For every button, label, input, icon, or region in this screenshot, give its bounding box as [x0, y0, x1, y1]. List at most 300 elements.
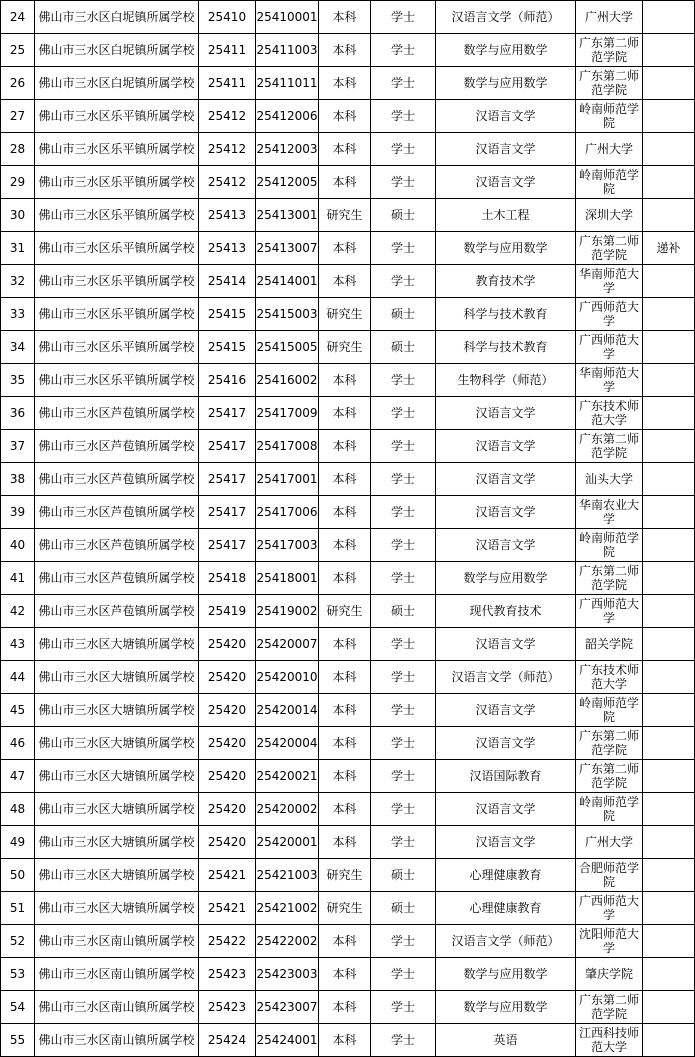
- major-cell: 汉语言文学: [436, 430, 576, 463]
- row-number-cell: 25: [1, 34, 35, 67]
- major-cell: 汉语言文学: [436, 496, 576, 529]
- note-cell: [643, 364, 695, 397]
- position-code-cell: 25416: [199, 364, 256, 397]
- position-code-cell: 25417: [199, 496, 256, 529]
- note-cell: [643, 34, 695, 67]
- row-number-cell: 26: [1, 67, 35, 100]
- row-number-cell: 43: [1, 628, 35, 661]
- major-cell: 汉语言文学: [436, 463, 576, 496]
- table-row: [1, 958, 695, 991]
- position-code-cell: 25413: [199, 232, 256, 265]
- university-cell: 广西师范大学: [576, 298, 643, 331]
- degree-cell: 学士: [371, 430, 436, 463]
- degree-cell: 学士: [371, 34, 436, 67]
- university-cell: 广东技术师范大学: [576, 397, 643, 430]
- table-row: [1, 694, 695, 727]
- candidate-code-cell: 25417008: [256, 430, 319, 463]
- candidate-code-cell: 25410001: [256, 1, 319, 34]
- position-code-cell: 25418: [199, 562, 256, 595]
- university-cell: 汕头大学: [576, 463, 643, 496]
- degree-cell: 学士: [371, 1, 436, 34]
- table-row: [1, 826, 695, 859]
- major-cell: 生物科学（师范）: [436, 364, 576, 397]
- position-code-cell: 25421: [199, 859, 256, 892]
- university-cell: 广东第二师范学院: [576, 232, 643, 265]
- university-cell: 岭南师范学院: [576, 166, 643, 199]
- note-cell: [643, 562, 695, 595]
- school-cell: 佛山市三水区白坭镇所属学校: [35, 34, 199, 67]
- row-number-cell: 49: [1, 826, 35, 859]
- school-cell: 佛山市三水区大塘镇所属学校: [35, 760, 199, 793]
- candidate-code-cell: 25421002: [256, 892, 319, 925]
- row-number-cell: 54: [1, 991, 35, 1024]
- school-cell: 佛山市三水区芦苞镇所属学校: [35, 562, 199, 595]
- row-number-cell: 33: [1, 298, 35, 331]
- major-cell: 英语: [436, 1024, 576, 1057]
- table-row: [1, 661, 695, 694]
- education-cell: 本科: [319, 760, 371, 793]
- university-cell: 岭南师范学院: [576, 793, 643, 826]
- university-cell: 肇庆学院: [576, 958, 643, 991]
- note-cell: [643, 199, 695, 232]
- row-number-cell: 53: [1, 958, 35, 991]
- note-cell: [643, 397, 695, 430]
- degree-cell: 学士: [371, 463, 436, 496]
- education-cell: 本科: [319, 232, 371, 265]
- position-code-cell: 25420: [199, 727, 256, 760]
- major-cell: 数学与应用数学: [436, 67, 576, 100]
- degree-cell: 硕士: [371, 595, 436, 628]
- university-cell: 广西师范大学: [576, 595, 643, 628]
- major-cell: 数学与应用数学: [436, 991, 576, 1024]
- school-cell: 佛山市三水区白坭镇所属学校: [35, 67, 199, 100]
- position-code-cell: 25420: [199, 628, 256, 661]
- school-cell: 佛山市三水区南山镇所属学校: [35, 958, 199, 991]
- position-code-cell: 25417: [199, 529, 256, 562]
- major-cell: 汉语言文学: [436, 397, 576, 430]
- education-cell: 本科: [319, 364, 371, 397]
- note-cell: [643, 595, 695, 628]
- candidate-code-cell: 25411003: [256, 34, 319, 67]
- university-cell: 深圳大学: [576, 199, 643, 232]
- candidate-code-cell: 25414001: [256, 265, 319, 298]
- education-cell: 本科: [319, 166, 371, 199]
- school-cell: 佛山市三水区乐平镇所属学校: [35, 331, 199, 364]
- candidate-code-cell: 25416002: [256, 364, 319, 397]
- education-cell: 研究生: [319, 331, 371, 364]
- row-number-cell: 44: [1, 661, 35, 694]
- row-number-cell: 55: [1, 1024, 35, 1057]
- position-code-cell: 25417: [199, 463, 256, 496]
- major-cell: 汉语言文学: [436, 727, 576, 760]
- row-number-cell: 27: [1, 100, 35, 133]
- table-row: [1, 1, 695, 34]
- school-cell: 佛山市三水区大塘镇所属学校: [35, 694, 199, 727]
- university-cell: 华南师范大学: [576, 364, 643, 397]
- degree-cell: 学士: [371, 628, 436, 661]
- education-cell: 研究生: [319, 595, 371, 628]
- candidate-code-cell: 25420002: [256, 793, 319, 826]
- university-cell: 华南农业大学: [576, 496, 643, 529]
- degree-cell: 学士: [371, 100, 436, 133]
- table-row: [1, 925, 695, 958]
- row-number-cell: 31: [1, 232, 35, 265]
- school-cell: 佛山市三水区芦苞镇所属学校: [35, 529, 199, 562]
- university-cell: 广州大学: [576, 826, 643, 859]
- position-code-cell: 25422: [199, 925, 256, 958]
- education-cell: 本科: [319, 397, 371, 430]
- university-cell: 广东第二师范学院: [576, 430, 643, 463]
- education-cell: 本科: [319, 133, 371, 166]
- row-number-cell: 29: [1, 166, 35, 199]
- position-code-cell: 25420: [199, 661, 256, 694]
- education-cell: 本科: [319, 34, 371, 67]
- major-cell: 汉语言文学: [436, 793, 576, 826]
- candidate-code-cell: 25424001: [256, 1024, 319, 1057]
- university-cell: 广东第二师范学院: [576, 562, 643, 595]
- education-cell: 本科: [319, 793, 371, 826]
- table-row: [1, 628, 695, 661]
- university-cell: 广西师范大学: [576, 892, 643, 925]
- note-cell: [643, 859, 695, 892]
- table-row: [1, 133, 695, 166]
- candidate-code-cell: 25415005: [256, 331, 319, 364]
- school-cell: 佛山市三水区南山镇所属学校: [35, 925, 199, 958]
- degree-cell: 硕士: [371, 331, 436, 364]
- table-row: [1, 100, 695, 133]
- note-cell: [643, 694, 695, 727]
- university-cell: 江西科技师范大学: [576, 1024, 643, 1057]
- education-cell: 本科: [319, 628, 371, 661]
- major-cell: 数学与应用数学: [436, 958, 576, 991]
- major-cell: 心理健康教育: [436, 892, 576, 925]
- candidate-code-cell: 25418001: [256, 562, 319, 595]
- row-number-cell: 52: [1, 925, 35, 958]
- school-cell: 佛山市三水区乐平镇所属学校: [35, 298, 199, 331]
- table-row: [1, 463, 695, 496]
- note-cell: [643, 793, 695, 826]
- degree-cell: 硕士: [371, 298, 436, 331]
- education-cell: 本科: [319, 100, 371, 133]
- school-cell: 佛山市三水区芦苞镇所属学校: [35, 496, 199, 529]
- degree-cell: 学士: [371, 496, 436, 529]
- candidate-code-cell: 25415003: [256, 298, 319, 331]
- major-cell: 数学与应用数学: [436, 34, 576, 67]
- major-cell: 汉语言文学: [436, 133, 576, 166]
- candidate-code-cell: 25412003: [256, 133, 319, 166]
- row-number-cell: 50: [1, 859, 35, 892]
- degree-cell: 学士: [371, 232, 436, 265]
- university-cell: 合肥师范学院: [576, 859, 643, 892]
- note-cell: [643, 133, 695, 166]
- major-cell: 现代教育技术: [436, 595, 576, 628]
- candidate-code-cell: 25417006: [256, 496, 319, 529]
- university-cell: 广州大学: [576, 133, 643, 166]
- position-code-cell: 25417: [199, 430, 256, 463]
- note-cell: [643, 628, 695, 661]
- major-cell: 数学与应用数学: [436, 562, 576, 595]
- education-cell: 研究生: [319, 199, 371, 232]
- row-number-cell: 47: [1, 760, 35, 793]
- education-cell: 研究生: [319, 859, 371, 892]
- note-cell: [643, 298, 695, 331]
- school-cell: 佛山市三水区芦苞镇所属学校: [35, 430, 199, 463]
- school-cell: 佛山市三水区白坭镇所属学校: [35, 1, 199, 34]
- degree-cell: 学士: [371, 793, 436, 826]
- note-cell: [643, 529, 695, 562]
- education-cell: 本科: [319, 991, 371, 1024]
- note-cell: [643, 991, 695, 1024]
- school-cell: 佛山市三水区南山镇所属学校: [35, 1024, 199, 1057]
- school-cell: 佛山市三水区芦苞镇所属学校: [35, 397, 199, 430]
- position-code-cell: 25417: [199, 397, 256, 430]
- university-cell: 华南师范大学: [576, 265, 643, 298]
- education-cell: 本科: [319, 265, 371, 298]
- candidate-code-cell: 25422002: [256, 925, 319, 958]
- row-number-cell: 35: [1, 364, 35, 397]
- major-cell: 教育技术学: [436, 265, 576, 298]
- candidate-code-cell: 25420010: [256, 661, 319, 694]
- education-cell: 研究生: [319, 892, 371, 925]
- note-cell: [643, 760, 695, 793]
- row-number-cell: 28: [1, 133, 35, 166]
- university-cell: 广东第二师范学院: [576, 67, 643, 100]
- university-cell: 岭南师范学院: [576, 694, 643, 727]
- degree-cell: 学士: [371, 562, 436, 595]
- university-cell: 广东第二师范学院: [576, 727, 643, 760]
- degree-cell: 学士: [371, 760, 436, 793]
- table-row: [1, 331, 695, 364]
- note-cell: [643, 331, 695, 364]
- table-row: [1, 232, 695, 265]
- education-cell: 本科: [319, 562, 371, 595]
- note-cell: [643, 67, 695, 100]
- school-cell: 佛山市三水区芦苞镇所属学校: [35, 463, 199, 496]
- major-cell: 汉语言文学（师范）: [436, 661, 576, 694]
- candidate-code-cell: 25412006: [256, 100, 319, 133]
- school-cell: 佛山市三水区乐平镇所属学校: [35, 166, 199, 199]
- position-code-cell: 25410: [199, 1, 256, 34]
- row-number-cell: 45: [1, 694, 35, 727]
- table-row: [1, 166, 695, 199]
- candidate-code-cell: 25420021: [256, 760, 319, 793]
- position-code-cell: 25412: [199, 100, 256, 133]
- table-row: [1, 496, 695, 529]
- university-cell: 广东技术师范大学: [576, 661, 643, 694]
- candidate-code-cell: 25417009: [256, 397, 319, 430]
- row-number-cell: 41: [1, 562, 35, 595]
- degree-cell: 学士: [371, 67, 436, 100]
- university-cell: 广西师范大学: [576, 331, 643, 364]
- degree-cell: 学士: [371, 166, 436, 199]
- school-cell: 佛山市三水区乐平镇所属学校: [35, 232, 199, 265]
- table-row: [1, 760, 695, 793]
- table-row: [1, 562, 695, 595]
- education-cell: 本科: [319, 958, 371, 991]
- position-code-cell: 25414: [199, 265, 256, 298]
- candidate-code-cell: 25420007: [256, 628, 319, 661]
- education-cell: 本科: [319, 1024, 371, 1057]
- row-number-cell: 36: [1, 397, 35, 430]
- note-cell: 递补: [643, 232, 695, 265]
- school-cell: 佛山市三水区大塘镇所属学校: [35, 826, 199, 859]
- position-code-cell: 25412: [199, 166, 256, 199]
- position-code-cell: 25420: [199, 793, 256, 826]
- university-cell: 广东第二师范学院: [576, 760, 643, 793]
- position-code-cell: 25423: [199, 958, 256, 991]
- education-cell: 研究生: [319, 298, 371, 331]
- row-number-cell: 30: [1, 199, 35, 232]
- table-row: [1, 529, 695, 562]
- university-cell: 岭南师范学院: [576, 100, 643, 133]
- note-cell: [643, 100, 695, 133]
- degree-cell: 学士: [371, 727, 436, 760]
- education-cell: 本科: [319, 430, 371, 463]
- degree-cell: 学士: [371, 958, 436, 991]
- candidate-code-cell: 25412005: [256, 166, 319, 199]
- note-cell: [643, 430, 695, 463]
- education-cell: 本科: [319, 463, 371, 496]
- note-cell: [643, 496, 695, 529]
- note-cell: [643, 826, 695, 859]
- school-cell: 佛山市三水区芦苞镇所属学校: [35, 595, 199, 628]
- table-row: [1, 991, 695, 1024]
- table-row: [1, 298, 695, 331]
- row-number-cell: 34: [1, 331, 35, 364]
- row-number-cell: 32: [1, 265, 35, 298]
- school-cell: 佛山市三水区大塘镇所属学校: [35, 793, 199, 826]
- candidate-code-cell: 25421003: [256, 859, 319, 892]
- table-row: [1, 265, 695, 298]
- candidate-code-cell: 25411011: [256, 67, 319, 100]
- table-row: [1, 397, 695, 430]
- position-code-cell: 25420: [199, 760, 256, 793]
- degree-cell: 学士: [371, 991, 436, 1024]
- note-cell: [643, 166, 695, 199]
- degree-cell: 学士: [371, 661, 436, 694]
- position-code-cell: 25412: [199, 133, 256, 166]
- position-code-cell: 25424: [199, 1024, 256, 1057]
- table-row: [1, 34, 695, 67]
- major-cell: 汉语言文学（师范）: [436, 1, 576, 34]
- education-cell: 本科: [319, 1, 371, 34]
- table-row: [1, 1024, 695, 1057]
- row-number-cell: 39: [1, 496, 35, 529]
- position-code-cell: 25415: [199, 298, 256, 331]
- row-number-cell: 46: [1, 727, 35, 760]
- school-cell: 佛山市三水区南山镇所属学校: [35, 991, 199, 1024]
- university-cell: 广东第二师范学院: [576, 991, 643, 1024]
- candidate-code-cell: 25417003: [256, 529, 319, 562]
- position-code-cell: 25420: [199, 826, 256, 859]
- note-cell: [643, 463, 695, 496]
- major-cell: 科学与技术教育: [436, 298, 576, 331]
- degree-cell: 硕士: [371, 199, 436, 232]
- table-row: [1, 430, 695, 463]
- major-cell: 汉语言文学: [436, 628, 576, 661]
- note-cell: [643, 661, 695, 694]
- degree-cell: 学士: [371, 397, 436, 430]
- education-cell: 本科: [319, 826, 371, 859]
- note-cell: [643, 892, 695, 925]
- university-cell: 岭南师范学院: [576, 529, 643, 562]
- major-cell: 汉语言文学（师范）: [436, 925, 576, 958]
- table-row: [1, 859, 695, 892]
- education-cell: 本科: [319, 925, 371, 958]
- table-row: [1, 793, 695, 826]
- note-cell: [643, 265, 695, 298]
- table-row: [1, 727, 695, 760]
- table-body: [1, 1, 695, 1057]
- row-number-cell: 48: [1, 793, 35, 826]
- degree-cell: 学士: [371, 925, 436, 958]
- table-row: [1, 595, 695, 628]
- note-cell: [643, 727, 695, 760]
- position-code-cell: 25420: [199, 694, 256, 727]
- position-code-cell: 25421: [199, 892, 256, 925]
- degree-cell: 学士: [371, 1024, 436, 1057]
- school-cell: 佛山市三水区大塘镇所属学校: [35, 892, 199, 925]
- candidate-code-cell: 25419002: [256, 595, 319, 628]
- candidate-code-cell: 25423007: [256, 991, 319, 1024]
- education-cell: 本科: [319, 661, 371, 694]
- position-code-cell: 25423: [199, 991, 256, 1024]
- position-code-cell: 25411: [199, 34, 256, 67]
- major-cell: 汉语言文学: [436, 529, 576, 562]
- note-cell: [643, 958, 695, 991]
- school-cell: 佛山市三水区大塘镇所属学校: [35, 859, 199, 892]
- university-cell: 沈阳师范大学: [576, 925, 643, 958]
- row-number-cell: 40: [1, 529, 35, 562]
- school-cell: 佛山市三水区乐平镇所属学校: [35, 100, 199, 133]
- education-cell: 本科: [319, 67, 371, 100]
- major-cell: 汉语言文学: [436, 100, 576, 133]
- school-cell: 佛山市三水区大塘镇所属学校: [35, 628, 199, 661]
- school-cell: 佛山市三水区大塘镇所属学校: [35, 727, 199, 760]
- candidate-code-cell: 25413001: [256, 199, 319, 232]
- major-cell: 汉语言文学: [436, 694, 576, 727]
- university-cell: 广东第二师范学院: [576, 34, 643, 67]
- school-cell: 佛山市三水区大塘镇所属学校: [35, 661, 199, 694]
- note-cell: [643, 925, 695, 958]
- position-code-cell: 25413: [199, 199, 256, 232]
- row-number-cell: 24: [1, 1, 35, 34]
- major-cell: 数学与应用数学: [436, 232, 576, 265]
- degree-cell: 学士: [371, 133, 436, 166]
- candidate-code-cell: 25423003: [256, 958, 319, 991]
- education-cell: 本科: [319, 727, 371, 760]
- candidate-code-cell: 25420014: [256, 694, 319, 727]
- school-cell: 佛山市三水区乐平镇所属学校: [35, 199, 199, 232]
- major-cell: 科学与技术教育: [436, 331, 576, 364]
- degree-cell: 学士: [371, 265, 436, 298]
- position-code-cell: 25415: [199, 331, 256, 364]
- degree-cell: 硕士: [371, 859, 436, 892]
- major-cell: 汉语言文学: [436, 166, 576, 199]
- position-code-cell: 25419: [199, 595, 256, 628]
- candidate-code-cell: 25417001: [256, 463, 319, 496]
- school-cell: 佛山市三水区乐平镇所属学校: [35, 364, 199, 397]
- university-cell: 广州大学: [576, 1, 643, 34]
- major-cell: 汉语言文学: [436, 826, 576, 859]
- row-number-cell: 38: [1, 463, 35, 496]
- degree-cell: 学士: [371, 529, 436, 562]
- note-cell: [643, 1024, 695, 1057]
- degree-cell: 学士: [371, 826, 436, 859]
- row-number-cell: 51: [1, 892, 35, 925]
- major-cell: 汉语国际教育: [436, 760, 576, 793]
- education-cell: 本科: [319, 496, 371, 529]
